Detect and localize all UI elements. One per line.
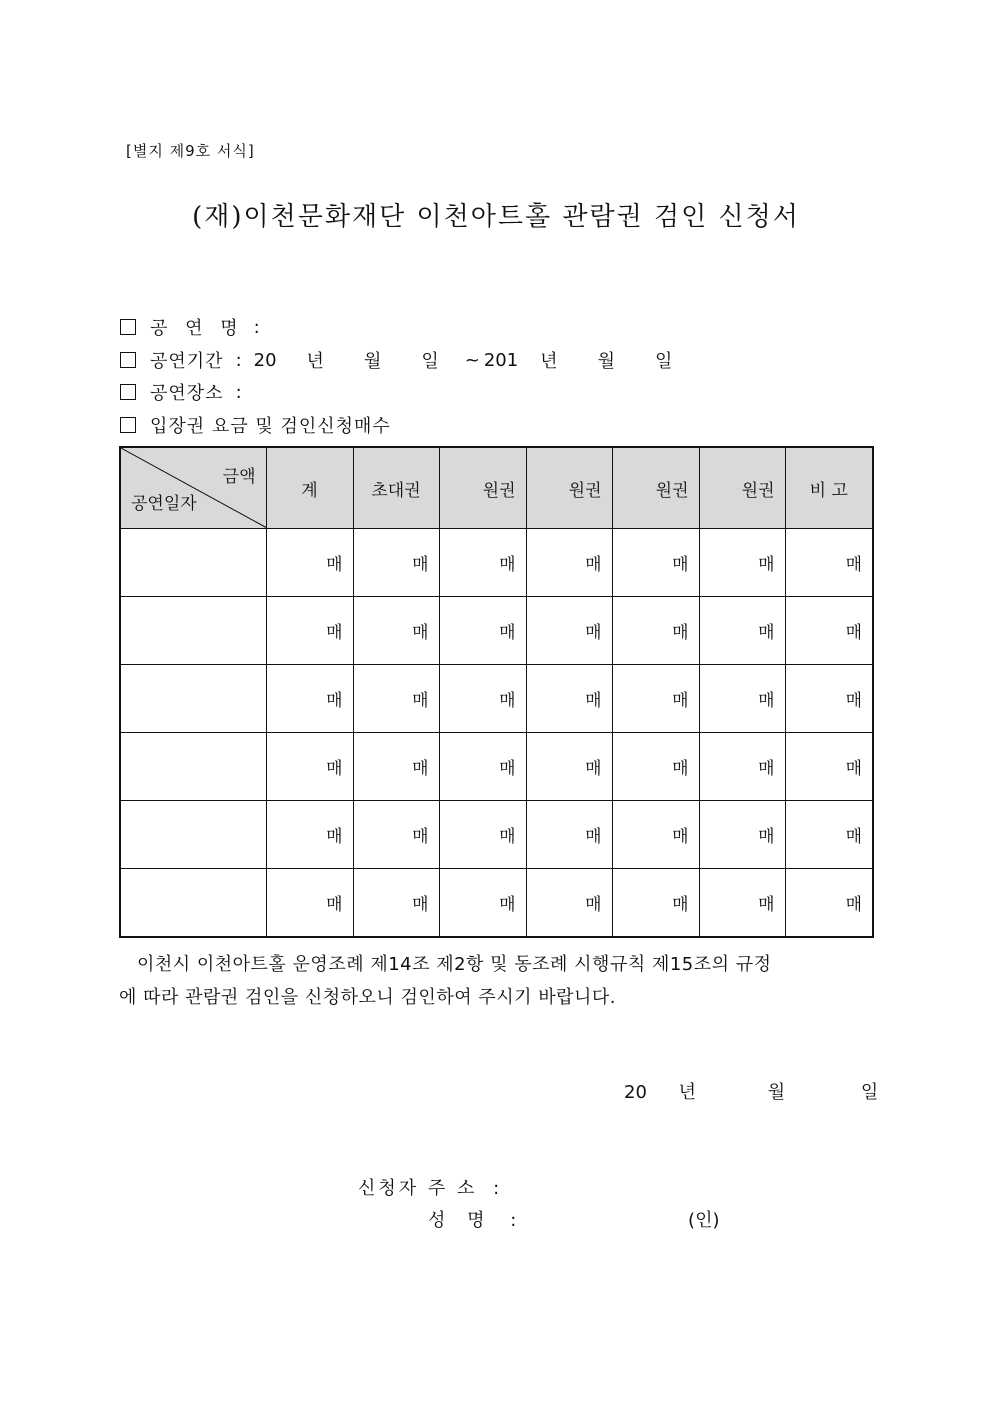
ticket-count-cell[interactable]: 매 [612, 733, 699, 801]
ticket-count-cell[interactable]: 매 [353, 801, 439, 869]
ticket-count-cell[interactable]: 매 [612, 597, 699, 665]
ticket-count-cell[interactable]: 매 [439, 529, 526, 597]
seal-mark: (인) [688, 1210, 720, 1231]
ticket-count-cell[interactable]: 매 [353, 869, 439, 938]
day-unit: 일 [421, 351, 439, 372]
amount-header: 금액 [222, 467, 256, 487]
statement-line: 에 따라 관람권 검인을 신청하오니 검인하여 주시기 바랍니다. [119, 987, 616, 1008]
performance-date-cell[interactable] [120, 665, 266, 733]
header-total: 계 [266, 447, 353, 529]
year-unit: 년 [540, 351, 558, 372]
ticket-count-cell[interactable]: 매 [439, 801, 526, 869]
applicant-address-label: 신청자 주 소 [358, 1178, 478, 1199]
performance-date-header: 공연일자 [131, 494, 197, 514]
corner-header-cell [120, 447, 266, 529]
header-invitation: 초대권 [353, 447, 439, 529]
date-day-unit: 일 [860, 1082, 879, 1103]
table-row [120, 733, 873, 801]
ticket-count-cell[interactable]: 매 [612, 869, 699, 938]
table-row [120, 597, 873, 665]
ticket-count-cell[interactable]: 매 [785, 665, 873, 733]
ticket-count-cell[interactable]: 매 [526, 733, 612, 801]
header-price: 원권 [699, 447, 785, 529]
colon: : [235, 381, 242, 403]
performance-period-label: 공연기간 [150, 351, 224, 372]
ticket-count-cell[interactable]: 매 [439, 597, 526, 665]
performance-date-cell[interactable] [120, 733, 266, 801]
date-month-unit: 월 [767, 1082, 786, 1103]
ticket-count-cell[interactable]: 매 [699, 529, 785, 597]
ticket-fee-table [119, 446, 874, 938]
header-price: 원권 [526, 447, 612, 529]
date-year-prefix: 20 [624, 1082, 647, 1103]
tilde: ~ [464, 349, 480, 371]
ticket-count-cell[interactable]: 매 [785, 733, 873, 801]
ticket-count-cell[interactable]: 매 [266, 801, 353, 869]
ticket-count-cell[interactable]: 매 [785, 597, 873, 665]
performance-date-cell[interactable] [120, 869, 266, 938]
colon: : [493, 1178, 500, 1199]
ticket-count-cell[interactable]: 매 [526, 801, 612, 869]
header-price: 원권 [612, 447, 699, 529]
ticket-count-cell[interactable]: 매 [699, 801, 785, 869]
ticket-count-cell[interactable]: 매 [699, 665, 785, 733]
ticket-count-cell[interactable]: 매 [699, 733, 785, 801]
ticket-count-cell[interactable]: 매 [526, 529, 612, 597]
statement-line: 이천시 이천아트홀 운영조례 제14조 제2항 및 동조례 시행규칙 제15조의 규정 [137, 954, 772, 975]
ticket-count-cell[interactable]: 매 [699, 869, 785, 938]
ticket-count-cell[interactable]: 매 [266, 529, 353, 597]
performance-name-label: 공 연 명 [150, 318, 244, 339]
header-price: 원권 [439, 447, 526, 529]
ticket-heading-label: 입장권 요금 및 검인신청매수 [150, 416, 391, 437]
ticket-count-cell[interactable]: 매 [353, 665, 439, 733]
ticket-count-cell[interactable]: 매 [353, 597, 439, 665]
start-year: 20 [253, 349, 277, 371]
ticket-count-cell[interactable]: 매 [785, 801, 873, 869]
ticket-count-cell[interactable]: 매 [266, 597, 353, 665]
ticket-count-cell[interactable]: 매 [266, 733, 353, 801]
document-title: (재)이천문화재단 이천아트홀 관람권 검인 신청서 [192, 202, 800, 232]
checkbox-icon[interactable] [120, 384, 136, 400]
venue-item [120, 379, 242, 405]
applicant-address-line [358, 1174, 499, 1200]
checkbox-icon[interactable] [120, 417, 136, 433]
diagonal-line [121, 448, 267, 528]
ticket-count-cell[interactable]: 매 [439, 869, 526, 938]
table-header-row [120, 447, 873, 529]
performance-period-item [120, 347, 672, 373]
colon: : [253, 316, 260, 338]
day-unit: 일 [654, 351, 673, 372]
application-date [624, 1078, 878, 1104]
ticket-count-cell[interactable]: 매 [526, 665, 612, 733]
ticket-count-cell[interactable]: 매 [439, 665, 526, 733]
month-unit: 월 [363, 351, 382, 372]
month-unit: 월 [597, 351, 615, 372]
application-statement [119, 948, 874, 1014]
ticket-count-cell[interactable]: 매 [612, 529, 699, 597]
performance-date-cell[interactable] [120, 597, 266, 665]
ticket-count-cell[interactable]: 매 [266, 665, 353, 733]
checkbox-icon[interactable] [120, 319, 136, 335]
applicant-name-line [428, 1206, 719, 1232]
ticket-heading-item [120, 412, 391, 438]
ticket-count-cell[interactable]: 매 [612, 801, 699, 869]
performance-name-item [120, 314, 260, 340]
colon: : [235, 349, 242, 371]
table-row [120, 801, 873, 869]
ticket-count-cell[interactable]: 매 [612, 665, 699, 733]
year-unit: 년 [306, 351, 324, 372]
ticket-count-cell[interactable]: 매 [526, 597, 612, 665]
ticket-count-cell[interactable]: 매 [266, 869, 353, 938]
ticket-count-cell[interactable]: 매 [785, 869, 873, 938]
table-row [120, 665, 873, 733]
table-row [120, 529, 873, 597]
end-year: 201 [483, 349, 519, 371]
table-row [120, 869, 873, 938]
ticket-count-cell[interactable]: 매 [785, 529, 873, 597]
form-number-label: [별지 제9호 서식] [126, 142, 255, 160]
ticket-count-cell[interactable]: 매 [439, 733, 526, 801]
ticket-count-cell[interactable]: 매 [526, 869, 612, 938]
performance-date-cell[interactable] [120, 801, 266, 869]
applicant-name-label: 성 명 [428, 1210, 493, 1231]
venue-label: 공연장소 [150, 383, 224, 404]
colon: : [510, 1210, 517, 1231]
date-year-unit: 년 [678, 1082, 697, 1103]
header-remarks: 비 고 [785, 447, 873, 529]
checkbox-icon[interactable] [120, 352, 136, 368]
performance-date-cell[interactable] [120, 529, 266, 597]
ticket-count-cell[interactable]: 매 [353, 733, 439, 801]
ticket-count-cell[interactable]: 매 [353, 529, 439, 597]
ticket-count-cell[interactable]: 매 [699, 597, 785, 665]
